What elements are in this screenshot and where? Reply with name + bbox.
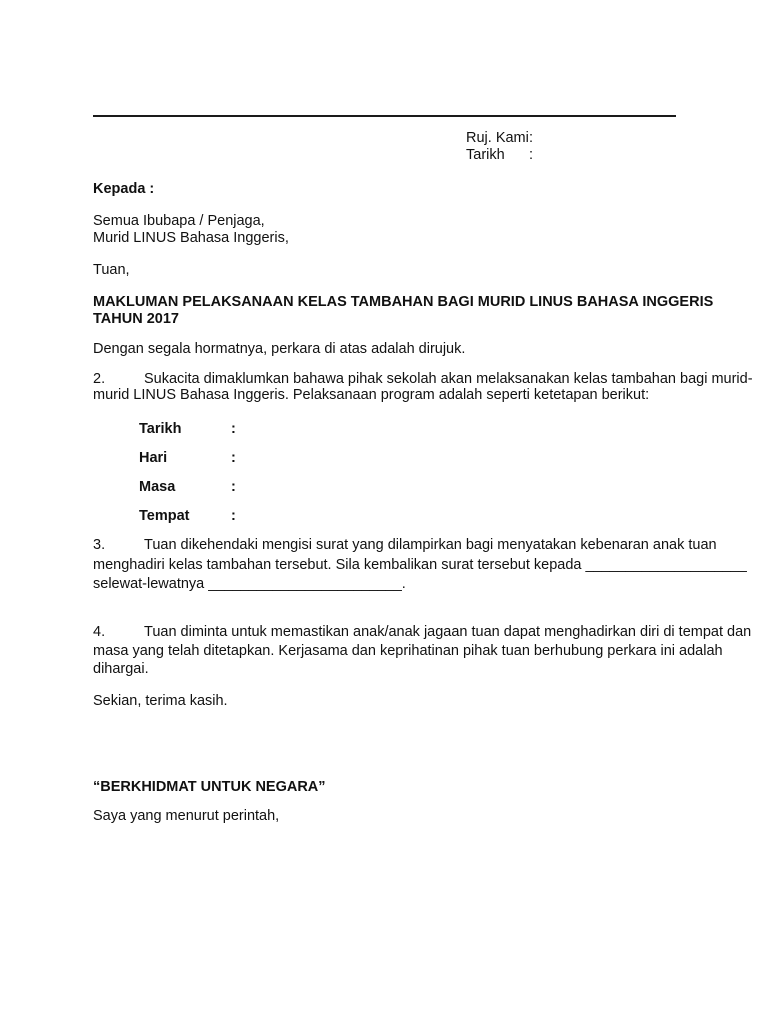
ruj-kami-label: Ruj. Kami (466, 130, 529, 146)
para-2-line-2: murid LINUS Bahasa Inggeris. Pelaksanaan program adalah seperti ketetapan berikut: (93, 387, 650, 403)
para-3-line-1: Tuan dikehendaki mengisi surat yang dilampirkan bagi menyatakan kebenaran anak tuan (144, 537, 717, 553)
detail-masa-colon: : (231, 479, 236, 495)
signoff: Saya yang menurut perintah, (93, 808, 280, 824)
tarikh-ref-colon: : (529, 147, 534, 163)
para-4-line-1: Tuan diminta untuk memastikan anak/anak jagaan tuan dapat menghadirkan diri di tempat dan (144, 624, 752, 640)
para-4-line-3: dihargai. (93, 661, 149, 677)
ruj-kami-colon: : (529, 130, 534, 146)
para-4-line-2: masa yang telah ditetapkan. Kerjasama dan keprihatinan pihak tuan berhubung perkara ini adalah (93, 643, 723, 659)
detail-hari-colon: : (231, 450, 236, 466)
header-rule (93, 115, 676, 117)
para-3-line-2: menghadiri kelas tambahan tersebut. Sila kembalikan surat tersebut kepada ____________________ (93, 557, 747, 573)
para-3-number: 3. (93, 537, 106, 553)
salutation: Tuan, (93, 262, 130, 278)
recipient-line-1: Semua Ibubapa / Penjaga, (93, 213, 265, 229)
detail-tarikh-colon: : (231, 421, 236, 437)
tarikh-ref-label: Tarikh (466, 147, 505, 163)
detail-hari-label: Hari (139, 450, 168, 466)
detail-tempat-colon: : (231, 508, 236, 524)
para-2-number: 2. (93, 371, 106, 387)
opening-sentence: Dengan segala hormatnya, perkara di atas adalah dirujuk. (93, 341, 466, 357)
closing-sentence: Sekian, terima kasih. (93, 693, 228, 709)
detail-tarikh-label: Tarikh (139, 421, 182, 437)
detail-tempat-label: Tempat (139, 508, 190, 524)
subject-line-2: TAHUN 2017 (93, 311, 179, 327)
para-2-line-1: Sukacita dimaklumkan bahawa pihak sekolah akan melaksanakan kelas tambahan bagi murid- (144, 371, 753, 387)
motto: “BERKHIDMAT UNTUK NEGARA” (93, 779, 326, 795)
para-3-line-3: selewat-lewatnya ________________________. (93, 576, 406, 592)
subject-line-1: MAKLUMAN PELAKSANAAN KELAS TAMBAHAN BAGI MURID LINUS BAHASA INGGERIS (93, 294, 714, 310)
para-4-number: 4. (93, 624, 106, 640)
detail-masa-label: Masa (139, 479, 176, 495)
recipient-line-2: Murid LINUS Bahasa Inggeris, (93, 230, 289, 246)
recipient-heading: Kepada : (93, 181, 155, 197)
